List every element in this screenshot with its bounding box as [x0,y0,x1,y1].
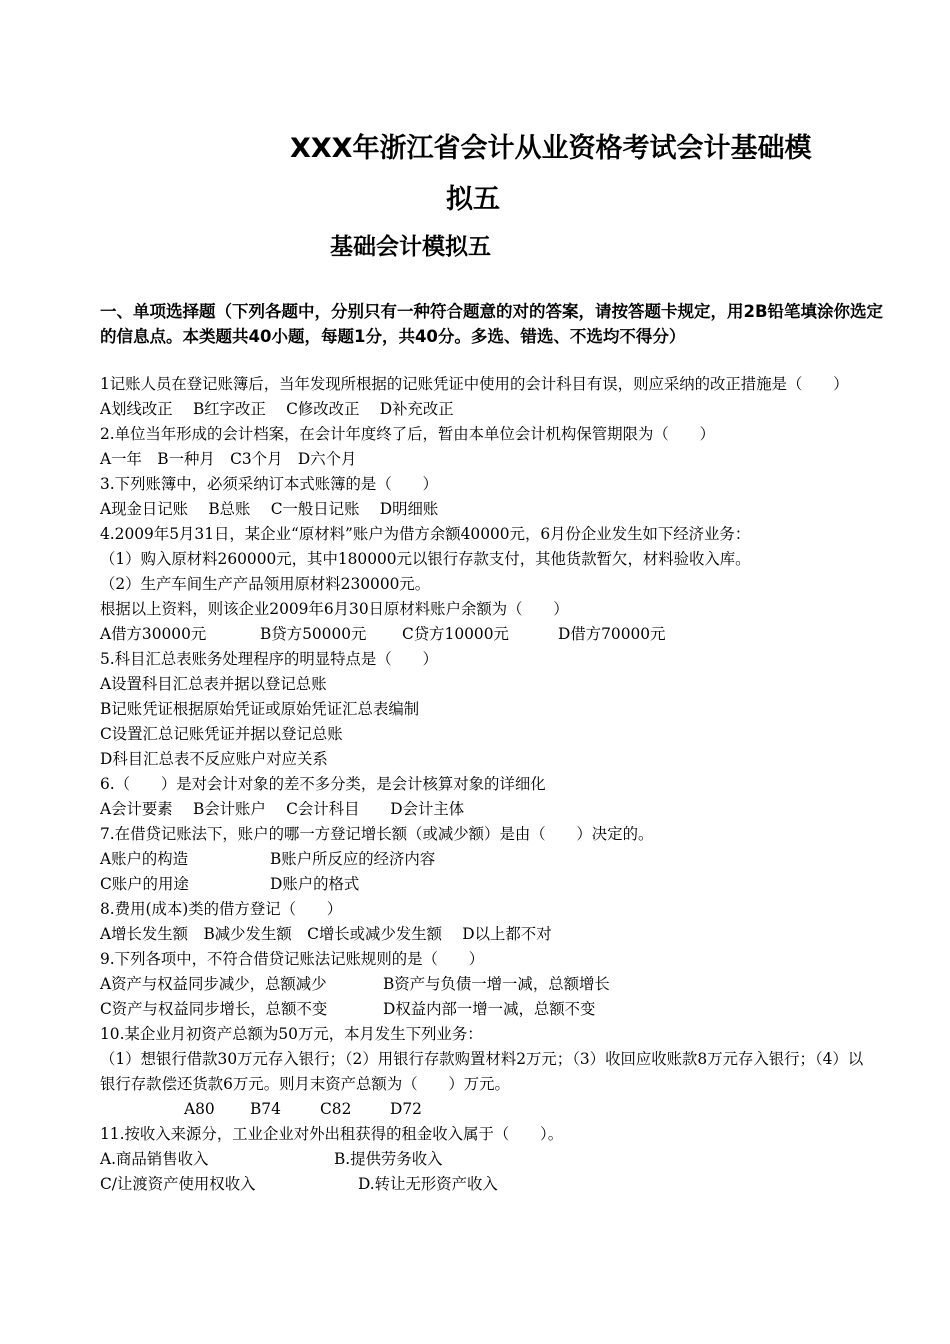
question-11-options-row-1 [100,1147,870,1172]
option-d: D账户的格式 [270,875,360,893]
question-1-stem: 1记账人员在登记账簿后，当年发现所根据的记账凭证中使用的会计科目有误，则应采纳的改正措施是（ ） [100,375,849,393]
question-1-options: A划线改正 B红字改正 C修改改正 D补充改正 [100,400,454,418]
option-a: A资产与权益同步减少，总额减少 [100,975,327,993]
question-10-options [100,1097,870,1122]
option-b: B资产与负债一增一减，总额增长 [383,975,610,993]
section-heading: 一、单项选择题（下列各题中，分别只有一种符合题意的对的答案，请按答题卡规定，用2B铅笔填涂你选定的信息点。本类题共40小题，每题1分，共40分。多选、错选、不选均不得分） [100,302,884,346]
option-a: A.商品销售收入 [100,1150,209,1168]
question-6-options: A会计要素 B会计账户 C会计科目 D会计主体 [100,800,465,818]
question-9-options-row-1 [100,972,870,997]
question-3-stem: 3.下列账簿中，必须采纳订本式账簿的是（ ） [100,475,438,493]
question-5-stem: 5.科目汇总表账务处理程序的明显特点是（ ） [100,650,438,668]
option-b: B账户所反应的经济内容 [270,850,436,868]
document-subtitle: 基础会计模拟五 [330,234,491,260]
option-b: B.提供劳务收入 [334,1150,443,1168]
question-7-stem: 7.在借贷记账法下，账户的哪一方登记增长额（或减少额）是由（ ）决定的。 [100,825,654,843]
option-d: D科目汇总表不反应账户对应关系 [100,750,328,768]
option-b: B贷方50000元 [260,625,367,643]
question-2-stem: 2.单位当年形成的会计档案，在会计年度终了后，暂由本单位会计机构保管期限为（ ） [100,425,715,443]
question-list [100,372,870,1197]
question-4-detail: （1）购入原材料260000元，其中180000元以银行存款支付，其他货款暂欠，材料验收入库。 [100,550,751,568]
document-title-line-2: 拟五 [446,184,500,215]
question-10-stem: 10.某企业月初资产总额为50万元，本月发生下列业务： [100,1025,483,1043]
question-6-stem: 6.（ ）是对会计对象的差不多分类，是会计核算对象的详细化 [100,775,546,793]
option-d: D权益内部一增一减，总额不变 [383,1000,596,1018]
question-4-detail: 根据以上资料，则该企业2009年6月30日原材料账户余额为（ ） [100,600,569,618]
question-4-options [100,622,870,647]
option-b: B74 [250,1100,281,1118]
option-c: C82 [320,1100,352,1118]
document-title-line-1: XXX年浙江省会计从业资格考试会计基础模 [290,133,812,164]
option-c: C资产与权益同步增长，总额不变 [100,1000,328,1018]
option-c: C/让渡资产使用权收入 [100,1175,256,1193]
option-d: D.转让无形资产收入 [358,1175,498,1193]
option-d: D72 [390,1100,422,1118]
question-9-stem: 9.下列各项中，不符合借贷记账法记账规则的是（ ） [100,950,485,968]
option-a: A账户的构造 [100,850,189,868]
question-7-options-row-1 [100,847,870,872]
option-d: D借方70000元 [558,625,666,643]
option-a: A80 [184,1100,215,1118]
question-4-stem: 4.2009年5月31日，某企业“原材料”账户为借方余额40000元，6月份企业发生如下经济业务： [100,525,751,543]
question-2-options: A一年 B一种月 C3个月 D六个月 [100,450,357,468]
question-8-options: A增长发生额 B减少发生额 C增长或减少发生额 D以上都不对 [100,925,552,943]
question-7-options-row-2 [100,872,870,897]
option-a: A设置科目汇总表并据以登记总账 [100,675,327,693]
option-c: C设置汇总记账凭证并据以登记总账 [100,725,343,743]
question-10-detail: （1）想银行借款30万元存入银行；（2）用银行存款购置材料2万元；（3）收回应收账款8万元存入银行；（4）以银行存款偿还货款6万元。则月末资产总额为（ ）万元。 [100,1050,864,1093]
question-8-stem: 8.费用(成本)类的借方登记（ ） [100,900,343,918]
option-a: A借方30000元 [100,625,207,643]
question-9-options-row-2 [100,997,870,1022]
question-11-stem: 11.按收入来源分，工业企业对外出租获得的租金收入属于（ ）。 [100,1125,564,1143]
option-c: C贷方10000元 [402,625,509,643]
question-3-options: A现金日记账 B总账 C一般日记账 D明细账 [100,500,439,518]
question-4-detail: （2）生产车间生产产品领用原材料230000元。 [100,575,431,593]
question-11-options-row-2 [100,1172,870,1197]
option-b: B记账凭证根据原始凭证或原始凭证汇总表编制 [100,700,420,718]
option-c: C账户的用途 [100,875,189,893]
